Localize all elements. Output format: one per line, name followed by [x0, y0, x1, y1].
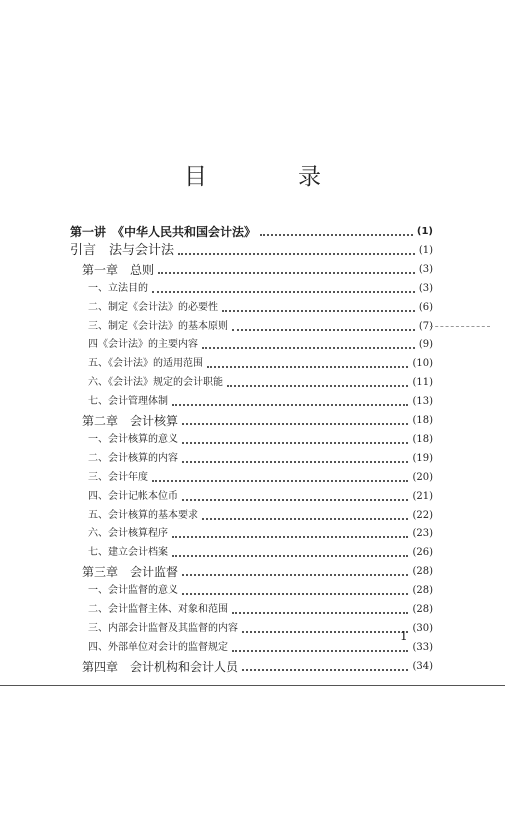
dot-leader [182, 593, 408, 595]
toc-entry [82, 561, 433, 579]
toc-entry-page: (10) [412, 358, 433, 370]
toc-entry-title: 二、会计核算的内容 [88, 452, 178, 464]
dot-leader [232, 650, 408, 652]
toc-entry-page: (30) [412, 622, 433, 634]
toc-entry-title: 四《会计法》的主要内容 [88, 339, 198, 351]
toc-entry-page: (9) [418, 339, 433, 351]
toc-entry-title: 三、会计年度 [88, 471, 148, 483]
toc-entry-title: 一、会计监督的意义 [88, 585, 178, 597]
toc-entry [88, 599, 433, 617]
toc-entry [88, 316, 433, 334]
toc-entry-page: (18) [412, 415, 433, 426]
toc-entry-title: 二、制定《会计法》的必要性 [88, 301, 218, 313]
dot-leader [227, 385, 408, 387]
toc-entry-title: 三、内部会计监督及其监督的内容 [88, 622, 238, 634]
dot-leader [172, 536, 408, 538]
dot-leader [182, 423, 408, 425]
toc-entry [88, 448, 433, 466]
toc-entry-page: (1) [416, 226, 433, 237]
dot-leader [172, 404, 408, 406]
page-number: 1 [400, 629, 408, 643]
dot-leader [202, 347, 415, 349]
toc-entry-page: (13) [412, 396, 433, 408]
toc-entry-title: 四、会计记帐本位币 [88, 490, 178, 502]
toc-entry [82, 656, 433, 674]
toc-entry [88, 505, 433, 523]
dot-leader [152, 480, 408, 482]
toc-entry-page: (3) [418, 282, 433, 294]
toc-entry-title: 五、会计核算的基本要求 [88, 509, 198, 521]
toc-entry [88, 278, 433, 296]
toc-entry-page: (33) [412, 641, 433, 653]
toc-entry [88, 542, 433, 560]
toc-entry-title: 四、外部单位对会计的监督规定 [88, 641, 228, 653]
toc-entry-page: (19) [412, 452, 433, 464]
toc-entry-page: (11) [412, 377, 433, 389]
toc-entry [88, 429, 433, 447]
toc-entry [88, 391, 433, 409]
dot-leader [242, 669, 408, 671]
toc-entry-title: 第二章 会计核算 [82, 414, 179, 428]
dot-leader [158, 272, 415, 274]
toc-entry-title: 二、会计监督主体、对象和范围 [88, 604, 228, 615]
toc-entry-page: (18) [412, 433, 433, 445]
toc-entry [70, 221, 433, 239]
toc-entry [88, 372, 433, 390]
toc-entry-page: (6) [418, 301, 433, 313]
dot-leader [207, 366, 408, 368]
toc-entry [88, 486, 433, 504]
toc-entry-title: 一、会计核算的意义 [88, 433, 178, 445]
toc-entry-title: 三、制定《会计法》的基本原则 [88, 320, 228, 332]
dot-leader [178, 253, 415, 255]
dot-leader [260, 234, 413, 236]
toc-entry [88, 334, 433, 352]
scan-bottom-rule [0, 685, 505, 686]
toc-entry-title: 一、立法目的 [88, 282, 148, 294]
dot-leader [232, 612, 408, 614]
toc-entry-page: (20) [412, 471, 433, 483]
toc-entry-page: (26) [412, 547, 433, 559]
toc-entry-page: (28) [412, 604, 433, 615]
toc-entry [82, 259, 433, 277]
dot-leader [182, 499, 408, 501]
toc-entry-page: (22) [412, 509, 433, 521]
dot-leader [182, 574, 408, 576]
toc-entry-title: 第一章 总则 [82, 262, 155, 277]
dot-leader [222, 310, 415, 312]
page-title: 目 录 [184, 164, 355, 190]
toc-entry-page: (23) [412, 528, 433, 540]
toc-entry [88, 637, 433, 655]
toc-entry [88, 353, 433, 371]
toc-entry [88, 618, 433, 636]
toc-entry-title: 引言 法与会计法 [70, 242, 175, 258]
scan-artifact-line [430, 326, 490, 327]
toc-entry-title: 第一讲 《中华人民共和国会计法》 [70, 225, 257, 239]
toc-entry-page: (7) [418, 320, 433, 332]
toc-entry [82, 410, 433, 428]
toc-entry-title: 七、会计管理体制 [88, 396, 168, 408]
toc-entry [88, 580, 433, 598]
toc-entry-title: 七、建立会计档案 [88, 547, 168, 559]
toc-entry-title: 六、《会计法》规定的会计职能 [88, 377, 223, 389]
toc-entry-page: (28) [412, 566, 433, 578]
toc-entry-page: (1) [418, 244, 433, 256]
dot-leader [182, 442, 408, 444]
dot-leader [232, 329, 415, 331]
dot-leader [182, 461, 408, 463]
toc-entry [88, 523, 433, 541]
toc-entry-title: 第三章 会计监督 [82, 565, 179, 580]
toc-entry [88, 467, 433, 485]
toc-entry [70, 240, 433, 258]
toc-entry [88, 297, 433, 315]
dot-leader [202, 518, 408, 520]
dot-leader [152, 291, 415, 293]
toc-entry-page: (34) [412, 660, 433, 672]
toc-entry-title: 六、会计核算程序 [88, 528, 168, 540]
toc-entry-page: (21) [412, 490, 433, 502]
toc-entry-page: (28) [412, 585, 433, 597]
dot-leader [172, 555, 408, 557]
toc-entry-title: 五、《会计法》的适用范围 [88, 358, 203, 370]
toc-entry-title: 第四章 会计机构和会计人员 [82, 659, 239, 674]
dot-leader [242, 631, 408, 633]
toc-entry-page: (3) [418, 263, 433, 275]
